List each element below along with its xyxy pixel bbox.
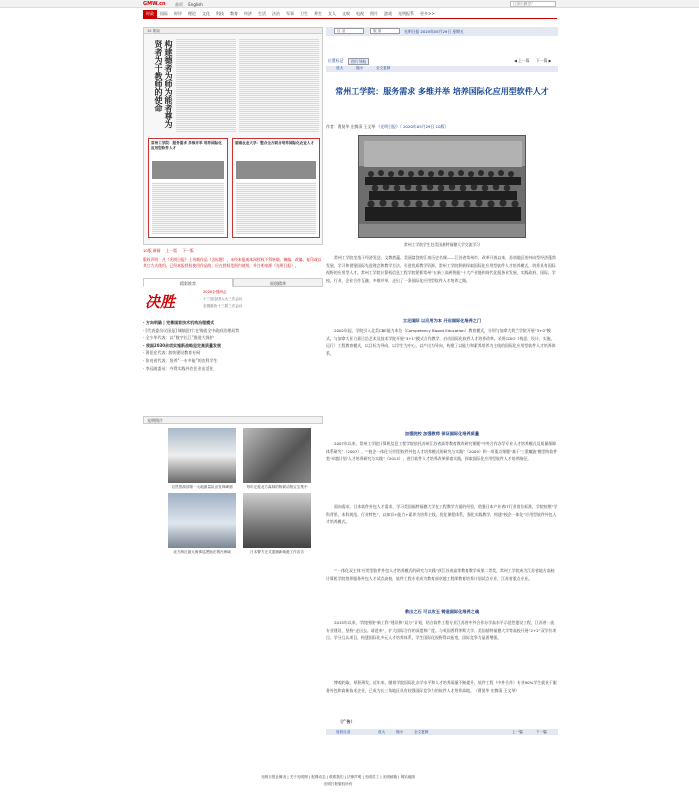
edition-select[interactable]: 目 录 — [334, 28, 364, 34]
next-article-link[interactable]: 下一篇 — [536, 730, 547, 734]
current-page-label: 10版 新闻 — [143, 248, 161, 253]
photo-thumb[interactable] — [168, 428, 236, 483]
paper-box-title: 常州工学院：服务需求 多维并举 培养国际化应用型软件人才 — [151, 141, 222, 150]
nav-item[interactable]: 更多>> — [420, 11, 435, 16]
nav-item[interactable]: 文娱 — [342, 11, 350, 16]
news-item[interactable]: · 全少华代表：以“数字长江”推进大保护 — [143, 335, 214, 341]
footer-copyright: 光明日报版权所有 — [323, 782, 353, 786]
photo-caption[interactable]: 自然资源部第一大地测量队出发珠峰测 — [171, 485, 233, 489]
nav-item[interactable]: 经济 — [244, 11, 252, 16]
page-select[interactable]: 版 面 — [370, 28, 400, 34]
copy-text-button[interactable]: 全文复制 — [376, 66, 391, 70]
article-paragraph: “‘一体化双主体’应用型软件外包人才培养模式的研究与实践”获江苏省高等教育教学成果二等奖，常州工学院成为江苏省地方高校计算机学院培养服务外包人才试点高校，软件工程专业成为教育部卓越工程师教育培养计划试点专业、江苏省重点专业。 — [326, 568, 555, 581]
back-to-contents-link[interactable]: 返回目录 — [336, 730, 351, 734]
paper-text-block — [176, 38, 236, 133]
footer-link[interactable]: 报网动态 — [311, 775, 326, 779]
copyright-notice: 版权声明：凡《光明日报》上刊载作品（含标题），未经本报或本网授权不得转载、摘编、改编、复印或以其它方式使用。已经本报授权使用作品的，应在授权范围内使用，并注明来源《光明日报》。 — [143, 257, 322, 268]
ad-label: （广告） — [338, 719, 355, 724]
photo-thumb[interactable] — [243, 428, 311, 483]
footer-link[interactable]: 联系我们 — [329, 775, 344, 779]
article-source[interactable]: 《光明日报》（ 2020年05月29日 10版） — [376, 124, 449, 129]
footer-link[interactable]: 法律声明 — [346, 775, 362, 779]
article-paragraph: 2007年以来，常州工学院计算机信息工程学院依托苏州江苏省高等教育教改研究课题“中外合作办学专业人才培养模式及质量保障体系研究”（2007）、“‘校企一体化’应用型软件外包人才培养模式的研究与实践”（2009）和一项重点课题“基于‘三重螺旋’模型的软件类‘卓越计划’人才培养研究与实践”（2013），进行软件人才培养改革探索实践，探索国际化应用型软件人才培养路径。 — [326, 441, 558, 462]
footer-separator: | — [397, 775, 401, 779]
nav-item[interactable]: 卫生 — [300, 11, 308, 16]
paper-text-block — [152, 182, 224, 234]
nav-item[interactable]: 养生 — [314, 11, 322, 16]
nav-item[interactable]: 女人 — [328, 11, 336, 16]
photo-caption[interactable]: 北方海区最大海事巡逻船在烟台海域 — [173, 550, 231, 554]
article-subheading: 教出之石 可以攻玉 铸造国际化培养之魂 — [404, 609, 480, 614]
article-authors: 作者：曹贤华 庄腾清 王文琴 — [326, 124, 376, 129]
article-paragraph: 2015年以来，学院围绕“新工科”建设和“双万”计划，结合软件工程专业江苏省中外合作办学高水平示范性建设工程，江苏省一流专业建设，坚持“走出去、请进来”，扩大国际合作的深度和广度。与英国普利茅斯大学、美国基特福德大学等高校开展“2+2”双学位项目、学分互认项目，构建国际化多元人才培养体系，学生国际化视野得以拓宽，国际竞争力显著增强。 — [326, 620, 557, 641]
photo-caption[interactable]: 每年迁徙北方森林的物候动物宝宝集中 — [246, 485, 308, 489]
prev-article-link[interactable]: ◀ 上一篇 — [514, 58, 530, 63]
article-title: 常州工学院：服务需求 多维并举 培养国际化应用型软件人才 — [335, 87, 549, 96]
article-paragraph: 博观约取，厚积薄发。近年来，随着学院国际化办学水平和人才培养质量不断提升，软件工程（中外合作）专业90%学生就业于服务外包和高新技术企业，已成为长三角地区具有较强国际竞争力的软件人才培养高地。（曹贤华 庄腾清 王文琴） — [326, 680, 557, 693]
footer-link[interactable]: 光明邮箱 — [382, 775, 398, 779]
footer-link[interactable]: 光明日报社概况 — [261, 775, 287, 779]
home-link[interactable]: 首页 — [175, 1, 183, 7]
site-logo[interactable]: GMW.cn — [143, 1, 166, 7]
top-links — [175, 2, 207, 7]
paper-text-block — [239, 38, 319, 133]
prev-page-link[interactable]: 上一版 — [165, 248, 178, 253]
banner-mark: 决胜 — [145, 293, 176, 311]
paper-article-box[interactable] — [232, 138, 320, 238]
article-paragraph: 2002年起，学院引入北美CBE能力本位（Competency Based Education）教育模式，分别与加拿大荷兰学院开展“3+0”模式、与加拿大亚力嘉日沿艺术及技术学院开展“3+1”模式合作教学，启动国际化软件人才培养改革。采用CDIO（构思、设计、实施、运行）工程教育模式，以目标为导向，以学生为中心，以产出为导向，构建了以能力和素养培养为主线的国际化应用型软件人才培养体系。 — [326, 328, 556, 356]
english-link[interactable]: English — [188, 1, 203, 7]
nav-item[interactable]: 国际 — [160, 11, 168, 16]
article-meta — [326, 124, 558, 129]
footer-link[interactable]: 网站地图 — [400, 775, 415, 779]
tab-original[interactable]: 原创精华 — [233, 278, 323, 287]
nav-item[interactable]: 生活 — [258, 11, 266, 16]
nav-item[interactable]: 法治 — [272, 11, 280, 16]
article-group-photo — [358, 135, 526, 238]
position-mark-link[interactable]: 位置标记 — [328, 58, 344, 63]
paper-photo — [236, 161, 316, 179]
news-list — [143, 319, 323, 372]
article-tools — [326, 57, 558, 65]
nav-item[interactable]: 时政 — [143, 10, 157, 18]
prev-article-label: 上一篇 — [518, 58, 530, 63]
paper-box-title: 湖南农业大学：整合全方联合培养国际化农业人才 — [235, 141, 315, 145]
article-subheading: 立足国际 以应用为本 开启国际化培养之门 — [402, 318, 482, 323]
paper-article-box[interactable] — [148, 138, 228, 238]
prev-article-link[interactable]: 上一篇 — [512, 730, 523, 734]
footer-link[interactable]: 关于光明网 — [289, 775, 308, 779]
next-article-label: 下一篇 — [536, 58, 548, 63]
tab-featured[interactable]: 精彩推荐 — [143, 278, 233, 287]
banner-line: 2020全国两会 — [203, 290, 227, 294]
article-toolbar-secondary — [326, 66, 558, 72]
banner-line: 全国政协十三届三次会议 — [203, 304, 243, 308]
page-pager — [143, 248, 198, 253]
paper-headline: 构建德者为师为能者尊为贤者为干教师的使命 — [154, 40, 174, 128]
news-item[interactable]: · 方向明确 | 完善国家技术机构治理模式 — [143, 320, 215, 325]
footer-link[interactable]: 光明员工 — [364, 775, 380, 779]
footer-separator: | — [343, 775, 347, 779]
footer-separator: | — [307, 775, 312, 779]
footer-separator: | — [325, 775, 330, 779]
photos-header: 光明图片 — [143, 416, 323, 424]
main-nav — [143, 10, 557, 19]
photo-caption[interactable]: 日本警方正式逮捕新崎港工作宣告 — [250, 550, 304, 554]
news-item[interactable]: · [代表委员议国是] 城镇医疗:在铸就全中政府治理局势 — [143, 327, 240, 333]
article-paragraph: 常州工学院坐落于经济发达、文教底蕴、美丽富饶的江南历史名城——江苏省常州市，改革开放以来，苏南地区的外向型经济蓬勃发展，学习和借鉴国际先进理念和教学方法，引进优质教学资源，常州工学院积极探索国际化应用型软件人才培养模式，培养具有国际视野的应用型人才。常州工学院计算机信息工程学院紧抓常州“五新三高两智能”十大产业链和现代化服务业发展，实践政府、国际、学校、行业、企业合作互融，多维并举，走出了一条国际化应用型软件人才培养之路。 — [326, 255, 556, 283]
photo-thumb[interactable] — [168, 493, 236, 548]
zoom-out-button[interactable]: 缩小 — [396, 730, 404, 734]
nav-item[interactable]: 科技 — [216, 11, 224, 16]
article-toolbar-bottom — [326, 729, 558, 735]
banner-line: 十三届全国人大三次会议 — [203, 297, 243, 301]
top-bar — [0, 0, 699, 8]
paper-text-block — [236, 182, 316, 234]
next-article-link[interactable]: 下一篇 ▶ — [536, 58, 552, 63]
article-paragraph: 面向需求，日本软件外包人才需求，学习美国福特福德大学在工程教学方面的经验，借鉴日本产业省IT行业岗位标准，学院按照“学科背景、本科规范、行业特色”，以知识+能力+素养为培养主线，优化课程体系，强化实践教学，构建“校企一体化”应用型软件外包人才培养模式。 — [326, 504, 558, 525]
newspaper-page-thumbnail[interactable] — [143, 27, 323, 245]
zoom-in-button[interactable]: 放大 — [336, 66, 344, 70]
paper-page-header: 10 要闻 — [144, 28, 322, 34]
nav-item[interactable]: 光明报系 — [398, 11, 414, 16]
photo-thumb[interactable] — [243, 493, 311, 548]
nav-item[interactable]: 文化 — [202, 11, 210, 16]
group-photo-image — [359, 136, 526, 238]
zoom-out-button[interactable]: 缩小 — [356, 66, 364, 70]
photo-caption: 常州工学院学生赴美国基特福德大学交流学习 — [404, 242, 480, 247]
footer — [208, 774, 468, 788]
news-item[interactable]: · 我国2030余项实施新战略坚定高质量发展 — [143, 342, 222, 348]
article-toolbar-top — [326, 27, 558, 36]
news-item[interactable]: · 著佳宏代表: 加快建设教育专网 — [143, 350, 201, 356]
nav-item[interactable]: 游戏 — [384, 11, 392, 16]
two-sessions-banner[interactable] — [143, 288, 323, 318]
zoom-in-button[interactable]: 放大 — [378, 730, 386, 734]
footer-separator: | — [286, 775, 290, 779]
nav-item[interactable]: 电视 — [356, 11, 364, 16]
footer-links — [208, 774, 468, 781]
copy-text-button[interactable]: 全文复制 — [414, 730, 429, 734]
image-nav-button[interactable]: 图片导航 — [348, 58, 369, 65]
search-input[interactable]: 往那出瞭望？ — [510, 1, 556, 7]
news-item[interactable]: · 张亮省代表：培养“一专多能”的农科学生 — [143, 357, 218, 363]
nav-item[interactable]: 时评 — [174, 11, 182, 16]
nav-item[interactable]: 图片 — [370, 11, 378, 16]
next-page-link[interactable]: 下一版 — [182, 248, 194, 253]
nav-item[interactable]: 教育 — [230, 11, 238, 16]
footer-separator: | — [361, 775, 365, 779]
article-subheading: 加强院校 加强教师 保证国际化培养质量 — [404, 431, 480, 436]
nav-item[interactable]: 军事 — [286, 11, 294, 16]
news-item[interactable]: · 李远陵委员：夺得实践外农任业出活化 — [143, 365, 214, 371]
recommend-tabs — [143, 278, 323, 287]
nav-item[interactable]: 理论 — [188, 11, 196, 16]
paper-photo — [152, 161, 224, 179]
footer-separator: | — [379, 775, 383, 779]
issue-date: 光明日报 2020年05月29日 星期五 — [404, 29, 464, 34]
